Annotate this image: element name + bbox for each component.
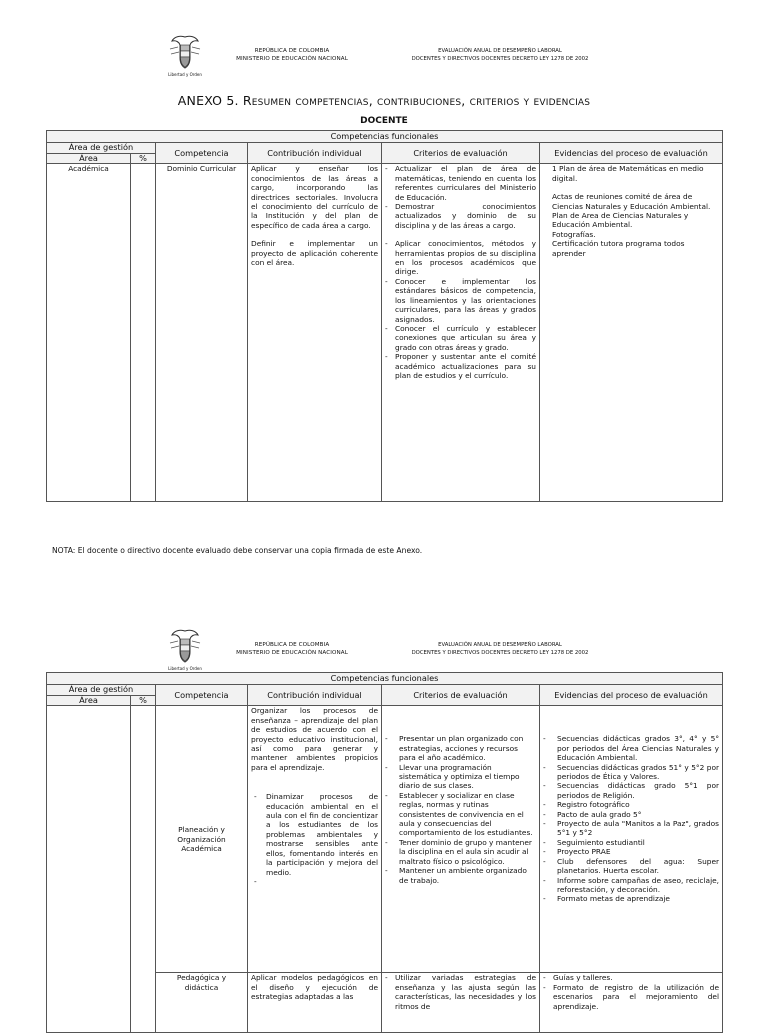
- header-country: REPÚBLICA DE COLOMBIA: [254, 642, 330, 648]
- list-item: - Utilizar variadas estrategias de enseñanza y las ajusta según las características, las necesidades y los ritmos de: [385, 973, 536, 1011]
- colombia-coat-of-arms-icon: [168, 628, 202, 674]
- competencia-cell: Pedagógica y didáctica: [156, 973, 248, 1033]
- area-header: Área: [47, 154, 131, 164]
- percent-cell: [131, 164, 156, 502]
- title-text: Resumen competencias, contribuciones, criterios y evidencias: [242, 93, 591, 108]
- header-eval-decree: DOCENTES Y DIRECTIVOS DOCENTES DECRETO LEY 1278 DE 2002: [411, 649, 589, 656]
- list-item: - Proyecto de aula "Manitos a la Paz", grados 5°1 y 5°2: [543, 819, 719, 838]
- evidencia-text: 1 Plan de área de Matemáticas en medio digital.: [552, 164, 704, 183]
- contribucion-cell: [248, 164, 382, 502]
- contribucion-text: Organizar los procesos de enseñanza – aprendizaje del plan de estudios de acuerdo con el proyecto educativo institucional, así como para generar y mantener ambientes propicios para el aprendizaje.: [251, 706, 378, 772]
- evidencia-text: Actas de reuniones comité de área de Ciencias Naturales y Educación Ambiental.: [552, 192, 711, 211]
- header-ministry: MINISTERIO DE EDUCACIÓN NACIONAL: [236, 55, 348, 62]
- header-country: REPÚBLICA DE COLOMBIA: [254, 48, 330, 54]
- criterios-header: Criterios de evaluación: [382, 685, 540, 706]
- list-item: - Tener dominio de grupo y mantener la disciplina en el aula sin acudir al maltrato físico o psicológico.: [385, 838, 536, 866]
- list-item: - Formato de registro de la utilización de escenarios para el mejoramiento del aprendizaje.: [543, 983, 719, 1011]
- page-subtitle: DOCENTE: [360, 116, 408, 126]
- header-eval-decree: DOCENTES Y DIRECTIVOS DOCENTES DECRETO LEY 1278 DE 2002: [411, 55, 589, 62]
- contribucion-text: Aplicar y enseñar los conocimientos de las áreas a cargo, incorporando las directrices sectoriales. Involucra el conocimiento del currículo de la Institución y del plan de específico de cada área a cargo.: [251, 164, 378, 230]
- competencia-cell: Planeación y Organización Académica: [156, 706, 248, 973]
- competencia-header: Competencia: [156, 685, 248, 706]
- header-ministry: MINISTERIO DE EDUCACIÓN NACIONAL: [236, 649, 348, 656]
- table-row: [47, 164, 723, 502]
- table-row: [47, 706, 723, 973]
- list-item: - Club defensores del agua: Super planetarios. Huerta escolar.: [543, 857, 719, 876]
- area-cell: Académica: [47, 164, 131, 502]
- list-item: - Conocer el currículo y establecer conexiones que articulan su área y grado con otras áreas y grado.: [385, 324, 536, 352]
- header-institution: [222, 642, 362, 657]
- note-text: NOTA: El docente o directivo docente evaluado debe conservar una copia firmada de este Anexo.: [52, 546, 423, 555]
- contribucion-header: Contribución individual: [248, 143, 382, 164]
- list-item: - Pacto de aula grado 5°: [543, 810, 719, 819]
- criterios-cell: [382, 164, 540, 502]
- list-item: - Proyecto PRAE: [543, 847, 719, 856]
- competencia-header: Competencia: [156, 143, 248, 164]
- title-prefix: ANEXO 5.: [177, 93, 239, 108]
- area-header: Área: [47, 696, 131, 706]
- list-item: - Seguimiento estudiantil: [543, 838, 719, 847]
- header-eval-title: EVALUACIÓN ANUAL DE DESEMPEÑO LABORAL: [438, 48, 562, 54]
- page-title: [0, 93, 768, 108]
- contribucion-header: Contribución individual: [248, 685, 382, 706]
- list-item: - Formato metas de aprendizaje: [543, 894, 719, 903]
- list-item: - Guías y talleres.: [543, 973, 719, 982]
- list-item: - Aplicar conocimientos, métodos y herramientas propios de su disciplina en los procesos académicos que dirige.: [385, 239, 536, 277]
- area-gestion-header: Área de gestión: [47, 685, 156, 696]
- list-item: - Secuencias didácticas grado 5°1 por periodos de Religión.: [543, 781, 719, 800]
- competencia-cell: Dominio Curricular: [156, 164, 248, 502]
- list-item: - Dinamizar procesos de educación ambiental en el aula con el fin de concientizar a los estudiantes de los problemas ambientales y mostrarse sensibles ante ellos, fomentando interés en la participación y mejora del medio.: [254, 792, 378, 877]
- percent-header: %: [131, 696, 156, 706]
- group-header: Competencias funcionales: [47, 673, 723, 685]
- header-evaluation: [380, 48, 620, 63]
- criterios-cell: [382, 706, 540, 973]
- list-item: - Registro fotográfico: [543, 800, 719, 809]
- list-item: - Mantener un ambiente organizado de trabajo.: [385, 866, 536, 885]
- colombia-coat-of-arms-icon: [168, 34, 202, 80]
- percent-cell: [131, 706, 156, 1033]
- seal-motto: Libertad y Orden: [168, 72, 202, 77]
- list-item: - Presentar un plan organizado con estrategias, acciones y recursos para el año académico.: [385, 734, 536, 762]
- area-gestion-header: Área de gestión: [47, 143, 156, 154]
- list-item: - Establecer y socializar en clase reglas, normas y rutinas consistentes de convivencia en el aula y consecuencias del comportamiento de los estudiantes.: [385, 791, 536, 838]
- header-institution: [222, 48, 362, 63]
- area-cell: [47, 706, 131, 1033]
- list-item: - Demostrar conocimientos actualizados y dominio de su disciplina y de las áreas a cargo.: [385, 202, 536, 230]
- competencias-table-1: [46, 130, 723, 502]
- evidencias-cell: [540, 164, 723, 502]
- header-evaluation: [380, 642, 620, 657]
- evidencias-cell: [540, 706, 723, 973]
- evidencia-text: Certificación tutora programa todos aprender: [552, 239, 685, 258]
- evidencias-header: Evidencias del proceso de evaluación: [540, 143, 723, 164]
- contribucion-text: Definir e implementar un proyecto de aplicación coherente con el área.: [251, 239, 378, 268]
- list-item: - Proponer y sustentar ante el comité académico actualizaciones para su plan de estudios y el currículo.: [385, 352, 536, 380]
- list-item: - Informe sobre campañas de aseo, reciclaje, reforestación, y decoración.: [543, 876, 719, 895]
- list-item: - Secuencias didácticas grados 51° y 5°2 por periodos de Ética y Valores.: [543, 763, 719, 782]
- percent-header: %: [131, 154, 156, 164]
- contribucion-cell: Aplicar modelos pedagógicos en el diseño y ejecución de estrategias adaptadas a las: [248, 973, 382, 1033]
- page-header: [0, 32, 768, 92]
- evidencia-text: Fotografías.: [552, 229, 596, 239]
- criterios-header: Criterios de evaluación: [382, 143, 540, 164]
- header-eval-title: EVALUACIÓN ANUAL DE DESEMPEÑO LABORAL: [438, 642, 562, 648]
- list-item: - Actualizar el plan de área de matemáticas, teniendo en cuenta los referentes curriculares del Ministerio de Educación.: [385, 164, 536, 202]
- list-item: - Conocer e implementar los estándares básicos de competencia, los lineamientos y las orientaciones curriculares, para las áreas y grados asignados.: [385, 277, 536, 324]
- evidencias-header: Evidencias del proceso de evaluación: [540, 685, 723, 706]
- list-item: - Llevar una programación sistemática y optimiza el tiempo diario de sus clases.: [385, 763, 536, 791]
- seal-motto: Libertad y Orden: [168, 666, 202, 671]
- competencias-table-2: [46, 672, 723, 1033]
- evidencia-text: Plan de Area de Ciencias Naturales y Educación Ambiental.: [552, 211, 689, 230]
- list-item: - Secuencias didácticas grados 3°, 4° y 5° por periodos del Área Ciencias Naturales y Educación Ambiental.: [543, 734, 719, 762]
- group-header: Competencias funcionales: [47, 131, 723, 143]
- contribucion-cell: [248, 706, 382, 973]
